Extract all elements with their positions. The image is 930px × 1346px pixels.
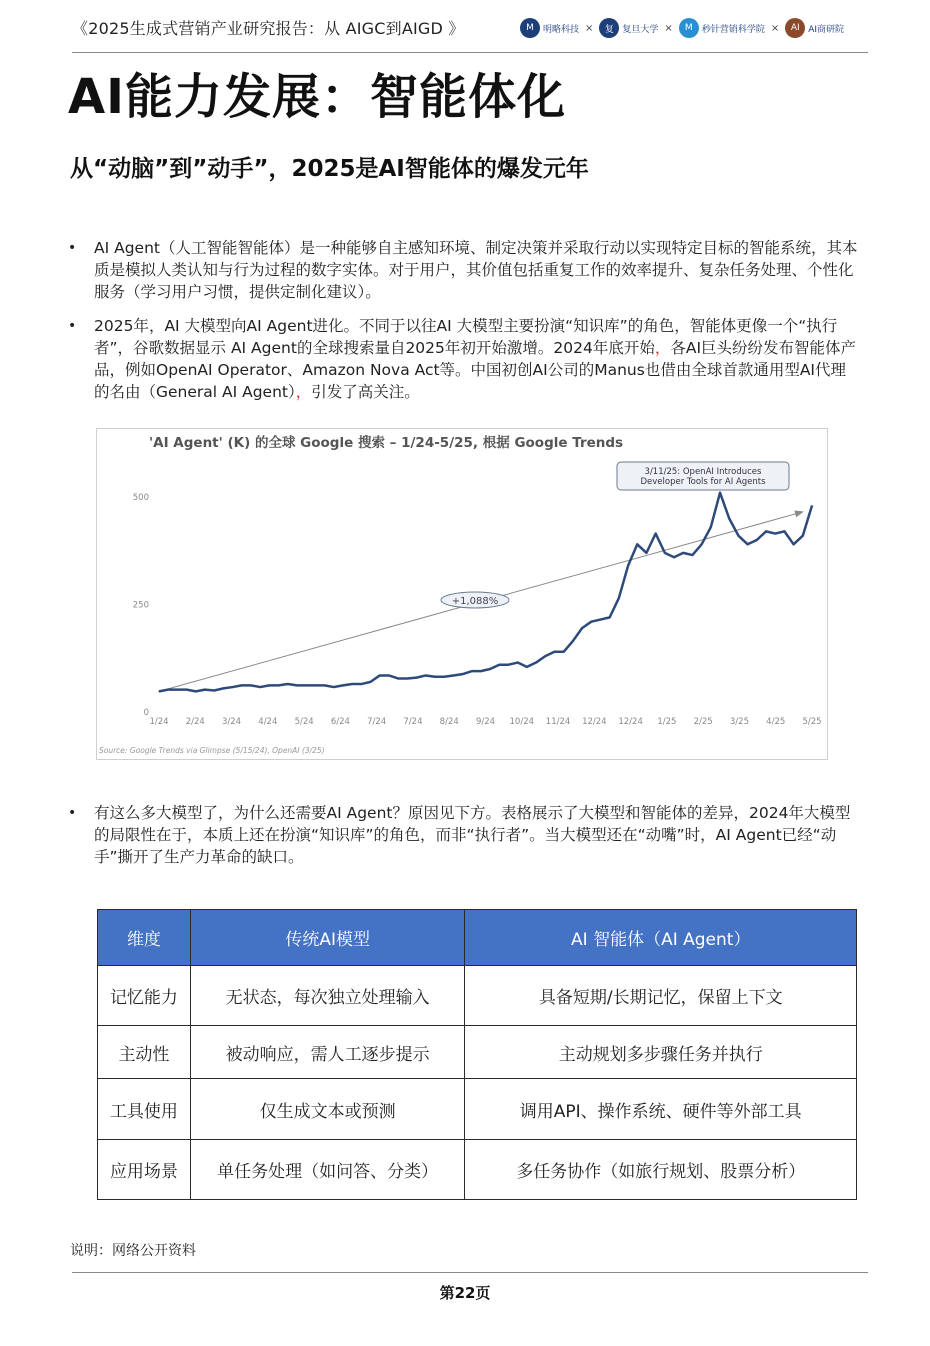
data-point <box>306 685 307 686</box>
x-tick-label: 5/25 <box>802 717 822 727</box>
data-point <box>260 686 261 687</box>
x-tick-label: 9/24 <box>475 717 496 727</box>
page-subtitle: 从“动脑”到”动手”，2025是AI智能体的爆发元年 <box>70 156 589 182</box>
bullet-text-part: 各AI巨头纷纷发布智能体产品，例如OpenAI Operator、Amazon Nova Act等。中国初创AI公司的Manus也借由全球首款通用型AI代理的名由（General AI Agent） <box>94 339 857 401</box>
bullet-text-part: 2025年，AI 大模型向AI Agent进化。不同于以往AI 大模型主要扮演“知识库”的角色，智能体更像一个“执行者”，谷歌数据显示 AI Agent的全球搜索量自2025年初开始激增。2024年底开始 <box>94 317 838 357</box>
data-point <box>793 544 794 545</box>
data-point <box>342 685 343 686</box>
data-point <box>453 675 454 676</box>
x-tick-label: 6/24 <box>330 717 350 727</box>
data-point <box>802 535 803 536</box>
data-point <box>738 535 739 536</box>
x-tick-label: 8/24 <box>439 717 459 727</box>
chart-annotation <box>617 462 789 490</box>
data-point <box>784 531 785 532</box>
page-title: AI能力发展：智能体化 <box>68 69 567 125</box>
comparison-table <box>97 909 857 1200</box>
table-cell: 主动规划多步骤任务并执行 <box>465 1026 857 1079</box>
data-point <box>811 505 812 506</box>
data-point <box>756 539 757 540</box>
table-cell: 仅生成文本或预测 <box>190 1079 465 1140</box>
data-point <box>517 662 518 663</box>
data-point <box>673 557 674 558</box>
table-cell: 多任务协作（如旅行规划、股票分析） <box>465 1140 857 1200</box>
mingluo-logo-text: 明略科技 <box>543 24 580 35</box>
fudan-logo <box>599 18 658 38</box>
mingluo-logo-icon: M <box>520 18 540 38</box>
data-point <box>581 628 582 629</box>
logo-separator: × <box>664 22 673 34</box>
x-tick-label: 11/24 <box>545 717 571 727</box>
y-tick-label: 0 <box>143 708 149 718</box>
data-point <box>250 685 251 686</box>
data-point <box>462 674 463 675</box>
data-point <box>388 675 389 676</box>
data-point <box>710 527 711 528</box>
trend-label <box>441 592 509 608</box>
data-point <box>701 544 702 545</box>
bullet-text-part: 引发了高关注。 <box>311 383 420 401</box>
data-point <box>425 675 426 676</box>
data-point <box>223 688 224 689</box>
table-cell: 调用API、操作系统、硬件等外部工具 <box>465 1079 857 1140</box>
data-point <box>683 552 684 553</box>
data-point <box>333 686 334 687</box>
table-cell: 工具使用 <box>98 1079 191 1140</box>
chart-canvas <box>97 429 827 759</box>
data-point <box>444 676 445 677</box>
data-point <box>489 668 490 669</box>
data-point <box>214 690 215 691</box>
logo-separator: × <box>585 22 594 34</box>
data-point <box>609 617 610 618</box>
x-tick-label: 4/25 <box>766 717 786 727</box>
data-point <box>315 685 316 686</box>
ai-institute-logo <box>785 18 844 38</box>
data-point <box>600 619 601 620</box>
bullet-why-agent <box>68 802 858 868</box>
header-dimension: 维度 <box>98 910 191 966</box>
annotation-line-2: Developer Tools for AI Agents <box>640 477 766 487</box>
red-comma: ， <box>654 339 671 357</box>
data-point <box>692 554 693 555</box>
table-cell: 单任务处理（如问答、分类） <box>190 1140 465 1200</box>
data-point <box>232 686 233 687</box>
data-point <box>352 683 353 684</box>
bullet-evolution <box>68 315 858 403</box>
data-point <box>627 565 628 566</box>
bullet-dot: • <box>68 805 77 821</box>
data-point <box>269 685 270 686</box>
data-point <box>434 676 435 677</box>
data-point <box>655 533 656 534</box>
x-tick-label: 1/25 <box>657 717 677 727</box>
x-tick-label: 7/24 <box>367 717 387 727</box>
x-axis <box>149 717 821 727</box>
chart-title: 'AI Agent' (K) 的全球 Google 搜索 – 1/24-5/25, 根据 Google Trends <box>149 435 624 451</box>
table-row <box>98 1140 857 1200</box>
footer-divider <box>72 1272 868 1273</box>
data-point <box>158 691 159 692</box>
data-point <box>480 671 481 672</box>
bullet-text: AI Agent（人工智能智能体）是一种能够自主感知环境、制定决策并采取行动以实现特定目标的智能系统，其本质是模拟人类认知与行为过程的数字实体。对于用户，其价值包括重复工作的效率提升、复杂任务处理、个性化服务（学习用户习惯，提供定制化建议）。 <box>94 239 858 301</box>
data-point <box>646 552 647 553</box>
data-point <box>204 689 205 690</box>
ai-institute-logo-text: AI商研院 <box>808 24 845 35</box>
partner-logos <box>520 14 875 42</box>
footnote: 说明：网络公开资料 <box>70 1243 196 1259</box>
table-cell: 主动性 <box>98 1026 191 1079</box>
table-cell: 应用场景 <box>98 1140 191 1200</box>
annotation-line-1: 3/11/25: OpenAI Introduces <box>644 467 762 477</box>
data-point <box>241 685 242 686</box>
data-point <box>278 685 279 686</box>
data-point <box>545 656 546 657</box>
fudan-logo-icon: 复 <box>599 18 619 38</box>
data-point <box>618 597 619 598</box>
y-tick-label: 250 <box>132 600 149 611</box>
y-axis <box>133 493 149 718</box>
data-point <box>526 666 527 667</box>
data-point <box>775 533 776 534</box>
data-point <box>508 664 509 665</box>
y-tick-label: 500 <box>132 493 149 503</box>
data-point <box>370 681 371 682</box>
x-tick-label: 1/24 <box>149 717 169 727</box>
x-tick-label: 12/24 <box>618 717 643 727</box>
x-tick-label: 10/24 <box>509 717 535 727</box>
data-point <box>186 689 187 690</box>
data-point <box>664 552 665 553</box>
x-tick-label: 4/24 <box>258 717 278 727</box>
data-point <box>296 685 297 686</box>
google-trends-chart <box>96 428 828 760</box>
mingluo-logo <box>520 18 579 38</box>
miaozhen-logo-icon: M <box>679 18 699 38</box>
x-tick-label: 2/24 <box>185 717 205 727</box>
chart-source: Source: Google Trends via Glimpse (5/15/24), OpenAI (3/25) <box>99 746 325 755</box>
data-point <box>637 544 638 545</box>
data-point <box>554 651 555 652</box>
data-point <box>535 662 536 663</box>
fudan-logo-text: 复旦大学 <box>622 24 659 35</box>
data-point <box>471 671 472 672</box>
report-title: 《2025生成式营销产业研究报告：从 AIGC到AIGD 》 <box>72 19 465 38</box>
logo-separator: × <box>770 22 780 34</box>
trend-label-text: +1,088% <box>451 596 499 607</box>
x-tick-label: 5/24 <box>294 717 314 727</box>
data-point <box>287 683 288 684</box>
table-row <box>98 1026 857 1079</box>
header-ai-agent: AI 智能体（AI Agent） <box>465 910 857 966</box>
bullet-text <box>94 315 858 403</box>
data-point <box>168 689 169 690</box>
x-tick-label: 2/25 <box>693 717 713 727</box>
miaozhen-logo-text: 秒针营销科学院 <box>701 24 765 35</box>
red-comma: ， <box>295 383 312 401</box>
header-traditional-ai: 传统AI模型 <box>190 910 465 966</box>
table-row <box>98 1079 857 1140</box>
bullet-text: 有这么多大模型了，为什么还需要AI Agent？原因见下方。表格展示了大模型和智能体的差异，2024年大模型的局限性在于，本质上还在扮演“知识库”的角色，而非“执行者”。当大模型还在“动嘴”时，AI Agent已经“动手”撕开了生产力革命的缺口。 <box>94 804 851 866</box>
bullet-dot: • <box>68 240 77 256</box>
data-point <box>572 640 573 641</box>
x-tick-label: 3/25 <box>729 717 749 727</box>
data-point <box>361 683 362 684</box>
data-point <box>591 621 592 622</box>
data-point <box>765 531 766 532</box>
table-cell: 记忆能力 <box>98 966 191 1026</box>
header-divider <box>72 52 868 53</box>
x-tick-label: 12/24 <box>582 717 607 727</box>
data-point <box>499 664 500 665</box>
x-tick-label: 3/24 <box>222 717 242 727</box>
data-point <box>324 685 325 686</box>
miaozhen-logo <box>679 18 765 38</box>
data-point <box>747 544 748 545</box>
bullet-dot: • <box>68 318 77 334</box>
trend-arrow-icon <box>794 511 804 518</box>
table-row <box>98 966 857 1026</box>
data-point <box>729 518 730 519</box>
table-cell: 被动响应，需人工逐步提示 <box>190 1026 465 1079</box>
table-header-row <box>98 910 857 966</box>
data-point <box>177 689 178 690</box>
data-point <box>719 492 720 493</box>
bullet-definition <box>68 237 858 303</box>
data-point <box>407 678 408 679</box>
data-point <box>416 677 417 678</box>
data-point <box>379 675 380 676</box>
x-tick-label: 7/24 <box>403 717 423 727</box>
table-cell: 具备短期/长期记忆，保留上下文 <box>465 966 857 1026</box>
data-point <box>195 691 196 692</box>
page-number: 第22页 <box>439 1284 491 1302</box>
table-cell: 无状态，每次独立处理输入 <box>190 966 465 1026</box>
data-point <box>398 678 399 679</box>
data-point <box>563 651 564 652</box>
ai-institute-logo-icon: AI <box>785 18 805 38</box>
